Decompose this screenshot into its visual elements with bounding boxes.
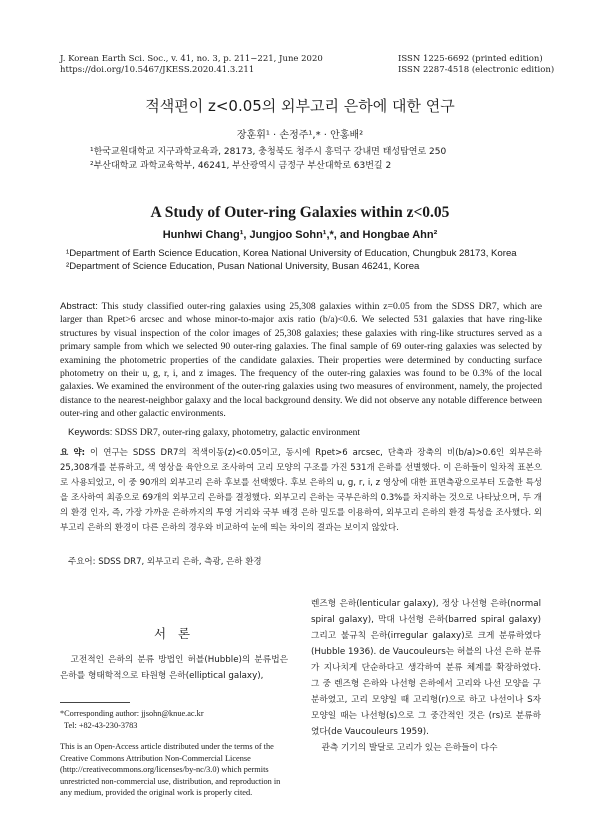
body-column-right xyxy=(311,596,541,756)
korean-affiliation-1: ¹한국교원대학교 지구과학교육과, 28173, 충청북도 청주시 흥덕구 강내면 태성탑연로 250 xyxy=(90,147,447,157)
abstract-text: This study classified outer-ring galaxies using 25,308 galaxies within z=0.05 from the SDSS DR7, which are larger than Rpet>6 arcsec and whose minor-to-major axis ratio (b/a)<0.6. We selected 531 galaxies that have ring-like structures by visual inspection of the color images of 25,308 galaxies; these galaxies with ring-like structures served as a primary sample from which we selected 90 outer-ring galaxies. The final sample of 69 outer-ring galaxies was selected by examining the photometric properties of the candidate galaxies. Their properties were determined by conducting surface photometry on their u, g, r, i, and z images. The frequency of the outer-ring galaxies was found to be 0.3% of the local galaxies. We examined the environment of the outer-ring galaxies using two measures of environment, namely, the projected distance to the nearest-neighbor galaxy and the local background density. We did not observe any notable difference between outer-ring and other galactic environments. xyxy=(60,301,543,420)
doi-link[interactable]: https://doi.org/10.5467/JKESS.2020.41.3.211 xyxy=(60,65,255,75)
korean-affiliation-2: ²부산대학교 과학교육학부, 46241, 부산광역시 금정구 부산대학로 63번길 2 xyxy=(90,161,392,171)
english-title: A Study of Outer-ring Galaxies within z<0.05 xyxy=(150,204,450,221)
english-affiliation-2: ²Department of Science Education, Pusan National University, Busan 46241, Korea xyxy=(66,261,420,272)
korean-keywords xyxy=(68,555,538,567)
korean-abstract-label: 요 약: xyxy=(60,448,86,458)
keywords-label: Keywords: xyxy=(68,427,113,438)
open-access-notice: This is an Open-Access article distributed under the terms of the Creative Commons Attribution Non-Commercial License (http://creativecommons.org/licenses/by-nc/3.0) which permits unrestricted non-commercial use, distribution, and reproduction in any medium, provided the original work is properly cited. xyxy=(60,742,281,797)
corresponding-author-footnote xyxy=(60,708,290,731)
issn-electronic: ISSN 2287-4518 (electronic edition) xyxy=(398,65,555,75)
journal-citation xyxy=(60,54,323,76)
corresponding-email: *Corresponding author: jjsohn@knue.ac.kr xyxy=(60,709,204,718)
english-affiliations xyxy=(66,247,546,273)
issn-block xyxy=(398,54,554,76)
abstract-label: Abstract: xyxy=(60,301,98,312)
keywords-text: SDSS DR7, outer-ring galaxy, photometry, galactic environment xyxy=(114,428,360,438)
english-authors: Hunhwi Chang¹, Jungjoo Sohn¹,*, and Hongbae Ahn² xyxy=(162,229,438,241)
body-column-left xyxy=(60,652,288,684)
issn-print: ISSN 1225-6692 (printed edition) xyxy=(398,54,543,64)
english-abstract xyxy=(60,300,542,421)
korean-abstract xyxy=(60,446,542,536)
intro-paragraph-3: 관측 기기의 발달로 고리가 있는 은하들이 다수 xyxy=(321,743,498,753)
korean-affiliations xyxy=(90,145,530,173)
korean-title: 적색편이 z<0.05의 외부고리 은하에 대한 연구 xyxy=(145,97,455,115)
korean-authors: 장훈휘¹ · 손정주¹,* · 안홍배² xyxy=(236,130,364,141)
korean-abstract-text: 이 연구는 SDSS DR7의 적색이동(z)<0.05이고, 동시에 Rpet>6 arcsec, 단축과 장축의 비(b/a)>0.6인 외부은하 25,308개를 분류하고, 색 영상을 육안으로 조사하여 고리 모양의 구조를 가진 531개 은하를 선별했다. 이 은하들이 일차적 표본으로 사용되었고, 이 중 90개의 외부고리 은하 후보를 선택했다. 후보 은하의 u, g, r, i, z 영상에 대한 표면측광으로부터 도출한 특성을 조사하여 최종으로 69개의 외부고리 은하를 결정했다. 외부고리 은하는 국부은하의 0.3%를 차지하는 것으로 나타났으며, 두 개의 환경 인자, 즉, 가장 가까운 은하까지의 투영 거리와 국부 배경 은하 밀도를 이용하여, 외부고리 은하의 환경 특성을 조사했다. 외부고리 은하의 환경이 다른 은하의 경우와 비교하여 눈에 띄는 차이의 결과는 보이지 않았다. xyxy=(60,448,543,533)
english-keywords xyxy=(68,427,538,438)
english-affiliation-1: ¹Department of Earth Science Education, Korea National University of Education, Chungbuk 28173, Korea xyxy=(66,248,517,259)
journal-line: J. Korean Earth Sci. Soc., v. 41, no. 3, p. 211−221, June 2020 xyxy=(60,54,323,64)
korean-keywords-label: 주요어: xyxy=(68,557,96,567)
corresponding-tel: Tel: +82-43-230-3783 xyxy=(64,720,138,730)
intro-paragraph-2: 렌즈형 은하(lenticular galaxy), 정상 나선형 은하(normal spiral galaxy), 막대 나선형 은하(barred spiral galaxy) 그리고 불규칙 은하(irregular galaxy)로 크게 분류하였다(Hubble 1936). de Vaucouleurs는 허블의 나선 은하 분류가 지나치게 단순하다고 생각하여 분류 체계를 확장하였다. 그 중 렌즈형 은하와 나선형 은하에서 고리와 나선 모양을 구분하였고, 고리 모양일 때 고리형(r)으로 하고 나선이나 S자 모양일 때는 나선형(s)으로 그 중간적인 것은 (rs)로 분류하였다(de Vaucouleurs 1959). xyxy=(311,599,541,737)
section-heading-introduction: 서 론 xyxy=(153,626,195,641)
intro-paragraph-1: 고전적인 은하의 분류 방법인 허블(Hubble)의 분류법은 은하를 형태학적으로 타원형 은하(elliptical galaxy), xyxy=(60,655,288,681)
korean-keywords-text: SDSS DR7, 외부고리 은하, 측광, 은하 환경 xyxy=(98,557,262,567)
footnote-divider xyxy=(60,702,130,703)
